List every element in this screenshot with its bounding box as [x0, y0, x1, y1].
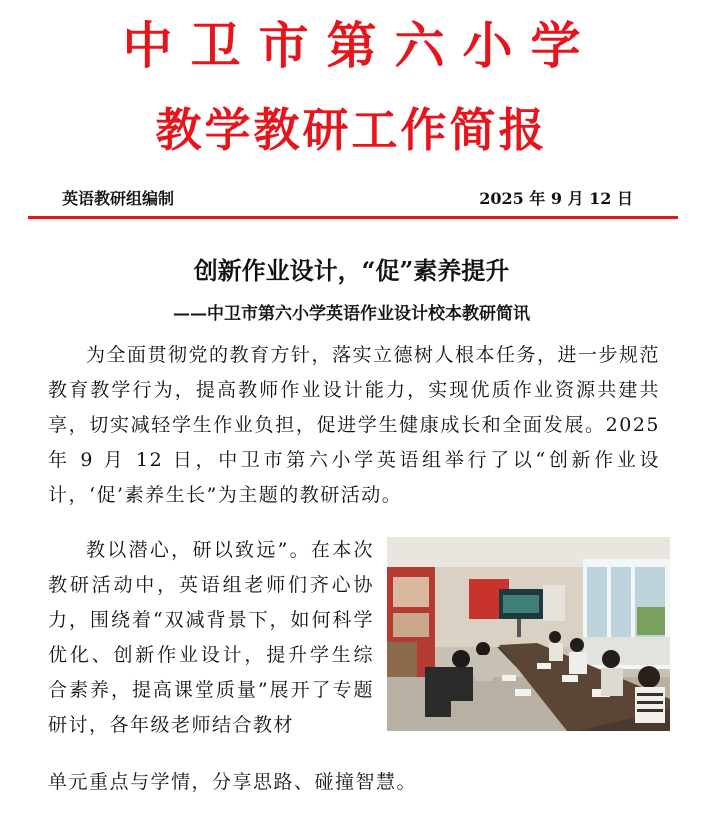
meeting-photo-illustration	[387, 537, 670, 731]
bulletin-title: 教学教研工作简报	[155, 103, 548, 157]
paragraph-2-part-2: 单元重点与学情，分享思路、碰撞智慧。	[48, 771, 418, 793]
meta-row	[0, 186, 703, 212]
issue-date: 2025 年 9 月 12 日	[479, 189, 633, 208]
editor-label: 英语教研组编制	[62, 189, 175, 208]
paragraph-1: 为全面贯彻党的教育方针，落实立德树人根本任务，进一步规范教育教学行为，提高教师作业设计能力，实现优质作业资源共建共享，切实减轻学生作业负担，促进学生健康成长和全面发展。2025 年 9 月 12 日，中卫市第六小学英语组举行了以“创新作业设计，‘促’素养生长”为主题的教研活动。	[48, 344, 661, 506]
article-subtitle: ——中卫市第六小学英语作业设计校本教研简讯	[173, 304, 530, 324]
article-title: 创新作业设计，“促”素养提升	[193, 256, 510, 285]
meeting-photo	[387, 537, 670, 731]
school-name: 中卫市第六小学	[122, 16, 599, 75]
red-divider	[28, 216, 678, 219]
paragraph-2-part-1: 教以潜心，研以致远”。在本次教研活动中，英语组老师们齐心协力，围绕着“双减背景下，如何科学优化、创新作业设计，提升学生综合素养，提高课堂质量”展开了专题研讨，各年级老师结合教材	[48, 539, 374, 736]
